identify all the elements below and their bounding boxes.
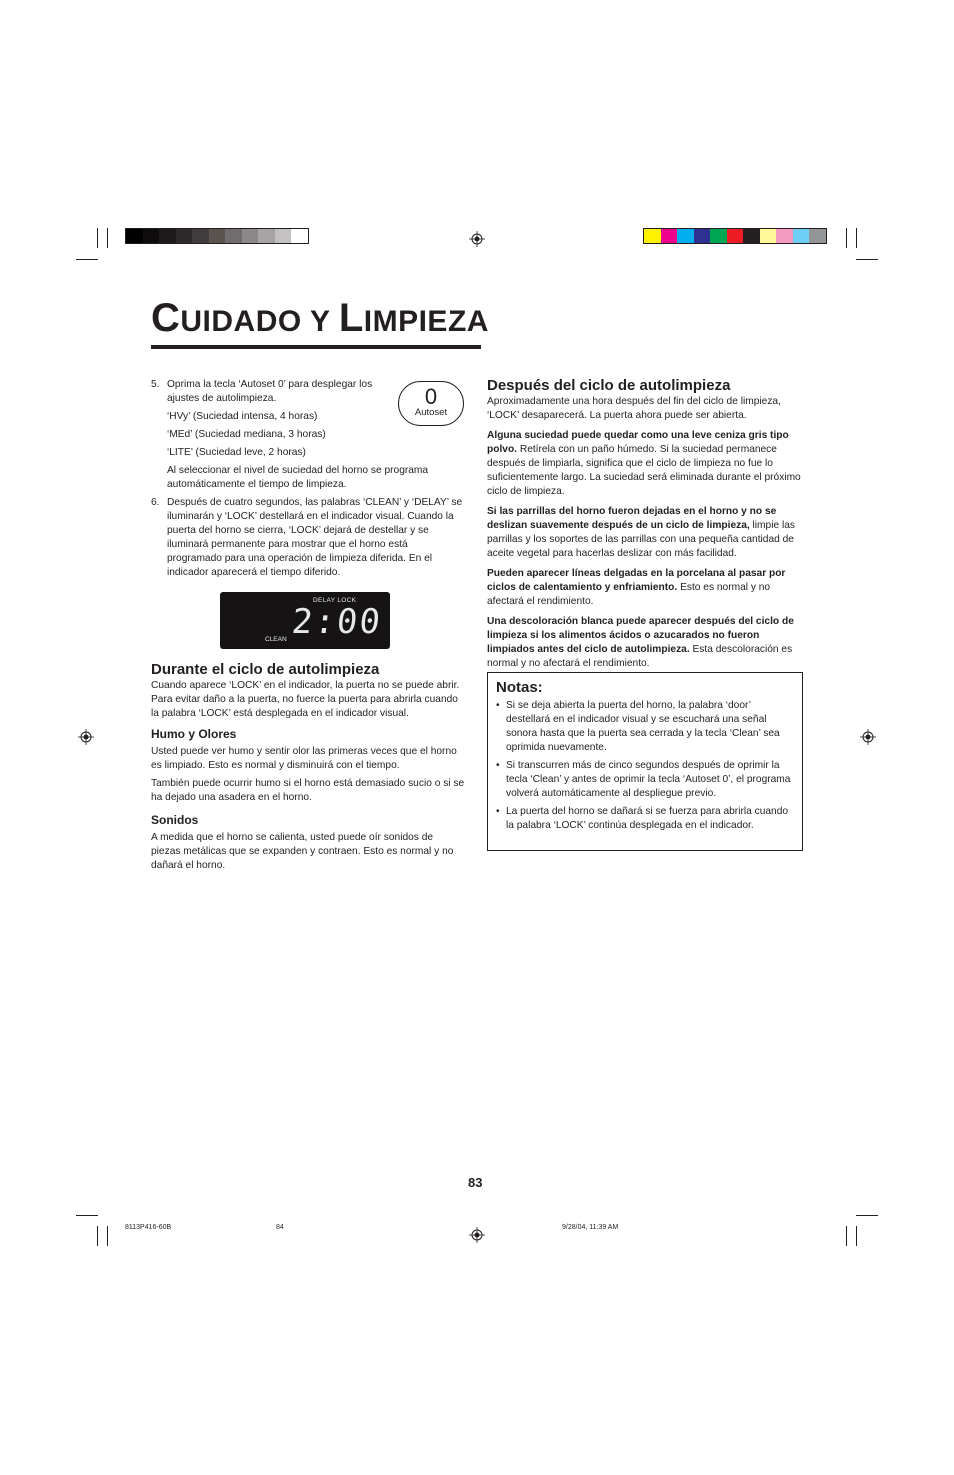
color-swatch <box>793 229 810 243</box>
color-swatch <box>677 229 694 243</box>
color-swatch <box>258 229 275 243</box>
registration-mark-icon <box>469 1227 485 1243</box>
color-swatch <box>760 229 777 243</box>
footer-page: 84 <box>276 1224 284 1231</box>
registration-mark-icon <box>78 729 94 745</box>
color-swatch <box>192 229 209 243</box>
footer-date: 9/28/04, 11:39 AM <box>562 1224 619 1231</box>
list-item: • Si transcurren más de cinco segundos después de oprimir la tecla ‘Clean’ y antes de oprimir la tecla ‘Autoset 0’, el programa volverá automáticamente al despliegue previo. <box>496 759 794 801</box>
crop-mark <box>856 228 857 248</box>
page-number: 83 <box>468 1175 483 1190</box>
color-swatch <box>661 229 678 243</box>
notes-list <box>496 699 794 833</box>
section-heading-durante: Durante el ciclo de autolimpieza <box>151 661 380 678</box>
section-heading-humo: Humo y Olores <box>151 727 237 741</box>
registration-mark-icon <box>469 231 485 247</box>
color-swatch <box>126 229 143 243</box>
display-delay-lock: DELAY LOCK <box>313 597 357 604</box>
page-title: CUIDADO Y LIMPIEZA <box>151 296 489 340</box>
paragraph-parrillas: Si las parrillas del horno fueron dejadas en el horno y no se deslizan suavemente después de un ciclo de limpieza, limpie las parrillas y los soportes de las parrillas con una pequeña cantidad de aceite vegetal para hacerlas deslizar con más facilidad. <box>487 506 795 559</box>
color-swatch <box>727 229 744 243</box>
crop-mark <box>856 1226 857 1246</box>
crop-mark <box>97 1226 98 1246</box>
crop-mark <box>107 1226 108 1246</box>
color-swatch <box>275 229 292 243</box>
step-5-after: Al seleccionar el nivel de suciedad del horno se programa automáticamente el tiempo de limpieza. <box>167 465 429 490</box>
color-bar <box>643 228 827 244</box>
color-swatch <box>710 229 727 243</box>
color-swatch <box>291 229 308 243</box>
crop-mark <box>97 228 98 248</box>
color-swatch <box>176 229 193 243</box>
color-swatch <box>776 229 793 243</box>
color-swatch <box>809 229 826 243</box>
color-swatch <box>242 229 259 243</box>
autoset-button: 0 Autoset <box>398 381 464 426</box>
oven-display <box>220 592 390 649</box>
grayscale-bar <box>125 228 309 244</box>
crop-mark <box>76 1215 98 1216</box>
paragraph-ceniza: Alguna suciedad puede quedar como una leve ceniza gris tipo polvo. Retírela con un paño húmedo. Si la suciedad permanece después de limpiarla, significa que el ciclo de limpieza no fue lo suficientemente largo. La suciedad será eliminada durante el próximo ciclo de limpieza. <box>487 430 801 497</box>
paragraph-descoloracion: Una descoloración blanca puede aparecer después del ciclo de limpieza si los alimentos ácidos o azucarados no fueron limpiados antes del ciclo de autolimpieza. Esta descoloración es normal y no afectará el rendimiento. <box>487 616 794 669</box>
footer-code: 8113P416-60B <box>125 1224 172 1231</box>
notes-heading: Notas: <box>496 679 543 696</box>
crop-mark <box>856 259 878 260</box>
color-swatch <box>743 229 760 243</box>
crop-mark <box>107 228 108 248</box>
left-column-lower: Durante el ciclo de autolimpieza Cuando aparece ‘LOCK’ en el indicador, la puerta no se puede abrir. Para evitar daño a la puerta, no fuerce la puerta para abrirla cuando la palabra ‘LOCK’ está desplegada en el indicador visual. Humo y Olores Usted puede ver humo y sentir olor las primeras veces que el horno es limpiado. Esto es normal y disminuirá con el tiempo. También puede ocurrir humo si el horno está demasiado sucio o si se ha dejado una asadera en el horno. Sonidos A medida que el horno se calienta, usted puede oír sonidos de piezas metálicas que se expanden y contraen. Esto es normal y no dañará el horno. <box>151 661 465 871</box>
section-heading-despues: Después del ciclo de autolimpieza <box>487 377 731 394</box>
crop-mark <box>76 259 98 260</box>
step-5: 5. Oprima la tecla ‘Autoset 0’ para desplegar los ajustes de autolimpieza. ‘HVy’ (Suciedad intensa, 4 horas) ‘MEd’ (Suciedad mediana, 3 horas) ‘LITE’ (Suciedad leve, 2 horas) <box>151 379 373 458</box>
section-heading-sonidos: Sonidos <box>151 813 199 827</box>
notes-box <box>487 672 803 851</box>
paragraph-lineas: Pueden aparecer líneas delgadas en la porcelana al pasar por ciclos de calentamiento y enfriamiento. Esto es normal y no afectará el rendimiento. <box>487 568 786 607</box>
color-swatch <box>694 229 711 243</box>
crop-mark <box>846 228 847 248</box>
color-swatch <box>143 229 160 243</box>
crop-mark <box>856 1215 878 1216</box>
display-clean: CLEAN <box>265 636 287 643</box>
color-swatch <box>644 229 661 243</box>
list-item: • Si se deja abierta la puerta del horno, la palabra ‘door’ destellará en el indicador visual y se escuchará una señal sonora hasta que la puerta sea cerrada y la tecla ‘Clean’ sea oprimida nuevamente. <box>496 699 794 755</box>
right-column: Después del ciclo de autolimpieza Aproximadamente una hora después del fin del ciclo de limpieza, ‘LOCK’ desaparecerá. La puerta ahora puede ser abierta. Alguna suciedad puede quedar como una leve ceniza gris tipo polvo. Retírela con un paño húmedo. Si la suciedad permanece después de limpiarla, significa que el ciclo de limpieza no fue lo suficientemente largo. La suciedad será eliminada durante el próximo ciclo de limpieza. Si las parrillas del horno fueron dejadas en el horno y no se deslizan suavemente después de un ciclo de limpieza, limpie las parrillas y los soportes de las parrillas con una pequeña cantidad de aceite vegetal para hacerlas deslizar con más facilidad. Pueden aparecer líneas delgadas en la porcelana al pasar por ciclos de calentamiento y enfriamiento. Esto es normal y no afectará el rendimiento. Una descoloración blanca puede aparecer después del ciclo de limpieza si los alimentos ácidos o azucarados no fueron limpiados antes del ciclo de autolimpieza. Esta descoloración es normal y no afectará el rendimiento. <box>487 377 803 675</box>
title-rule <box>151 345 481 349</box>
registration-mark-icon <box>860 729 876 745</box>
list-item: • La puerta del horno se dañará si se fuerza para abrirla cuando la palabra ‘LOCK’ continúa desplegada en el indicador. <box>496 805 794 833</box>
crop-mark <box>846 1226 847 1246</box>
display-time: 2:00 <box>289 602 384 642</box>
color-swatch <box>225 229 242 243</box>
color-swatch <box>209 229 226 243</box>
color-swatch <box>159 229 176 243</box>
step-6: 6. Después de cuatro segundos, las palabras ‘CLEAN’ y ‘DELAY’ se iluminarán y ‘LOCK’ destellará en el indicador visual. Cuando la puerta del horno se cierra, ‘LOCK’ dejará de destellar y se iluminará permanente para mostrar que el horno está programado para una operación de limpieza diferida. En el indicador aparecerá el tiempo diferido. <box>151 497 463 578</box>
